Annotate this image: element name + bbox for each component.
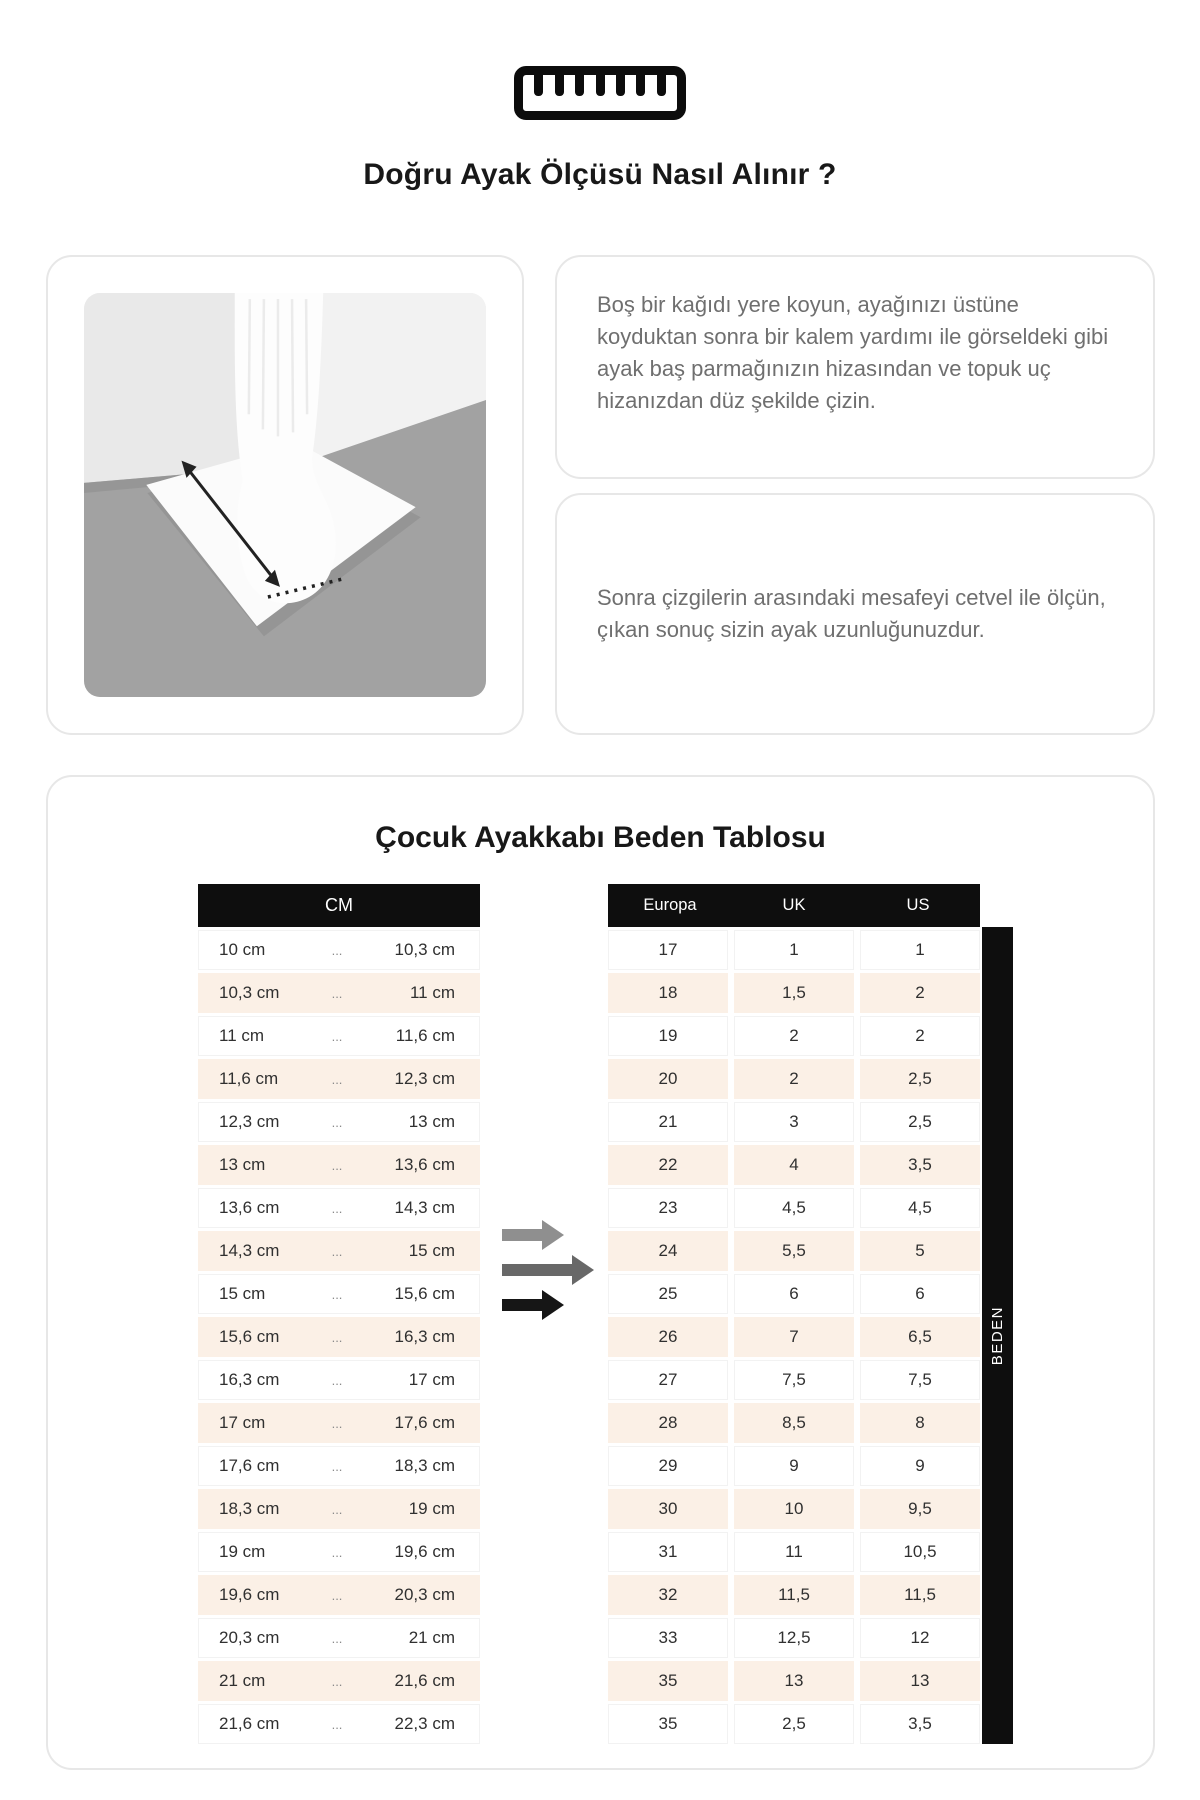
- size-table-row: [608, 1661, 980, 1701]
- cm-table-row: [198, 1231, 480, 1271]
- page-title: Doğru Ayak Ölçüsü Nasıl Alınır ?: [363, 158, 837, 191]
- size-table-row: [608, 1059, 980, 1099]
- cm-to-value: 13 cm: [408, 1112, 455, 1131]
- cm-from-value: 12,3 cm: [219, 1112, 280, 1131]
- cm-to-value: 20,3 cm: [394, 1585, 455, 1604]
- us-value: 3,5: [860, 1704, 980, 1744]
- header-europa: Europa: [643, 896, 697, 914]
- europa-value: 35: [608, 1661, 728, 1701]
- foot-measurement-illustration: [84, 293, 486, 697]
- cm-table-row: [198, 1317, 480, 1357]
- size-table-body: [608, 930, 980, 1744]
- cm-from-value: 19 cm: [219, 1542, 266, 1561]
- europa-value: 29: [608, 1446, 728, 1486]
- europa-value: 19: [608, 1016, 728, 1056]
- us-value: 9,5: [860, 1489, 980, 1529]
- europa-value: 31: [608, 1532, 728, 1572]
- cm-to-value: 16,3 cm: [394, 1327, 455, 1346]
- range-separator: ...: [331, 1200, 343, 1216]
- cm-from-value: 11 cm: [219, 1026, 265, 1045]
- cm-to-value: 10,3 cm: [394, 940, 455, 959]
- size-table-row: [608, 1317, 980, 1357]
- instruction-step1-text: Boş bir kağıdı yere koyun, ayağınızı üstüne koyduktan sonra bir kalem yardımı ile görseldeki gibi ayak baş parmağınızın hizasından ve topuk uç hizanızdan düz şekilde çizin.: [597, 292, 1109, 413]
- us-value: 7,5: [860, 1360, 980, 1400]
- uk-value: 12,5: [734, 1618, 854, 1658]
- cm-table-row: [198, 1102, 480, 1142]
- arrow-right-middle: [502, 1255, 594, 1285]
- europa-value: 33: [608, 1618, 728, 1658]
- us-value: 9: [860, 1446, 980, 1486]
- cm-from-value: 17,6 cm: [219, 1456, 280, 1475]
- size-table-row: [608, 1016, 980, 1056]
- instruction-card-1: [555, 255, 1155, 479]
- cm-to-value: 21 cm: [408, 1628, 455, 1647]
- europa-value: 28: [608, 1403, 728, 1443]
- beden-label-text: BEDEN: [989, 1305, 1006, 1366]
- cm-table-row: [198, 1489, 480, 1529]
- uk-value: 2: [734, 1059, 854, 1099]
- cm-from-value: 14,3 cm: [219, 1241, 280, 1260]
- us-value: 12: [860, 1618, 980, 1658]
- cm-from-value: 10 cm: [219, 940, 266, 959]
- size-table-row: [608, 1704, 980, 1744]
- cm-from-value: 21,6 cm: [219, 1714, 280, 1733]
- range-separator: ...: [331, 1716, 343, 1732]
- uk-value: 4: [734, 1145, 854, 1185]
- cm-from-value: 10,3 cm: [219, 983, 280, 1002]
- us-value: 6,5: [860, 1317, 980, 1357]
- cm-table-header: CM: [198, 884, 480, 927]
- europa-value: 32: [608, 1575, 728, 1615]
- us-value: 4,5: [860, 1188, 980, 1228]
- range-separator: ...: [331, 1114, 343, 1130]
- cm-to-value: 12,3 cm: [394, 1069, 455, 1088]
- uk-value: 11,5: [734, 1575, 854, 1615]
- cm-table-row: [198, 1403, 480, 1443]
- size-table-row: [608, 1532, 980, 1572]
- cm-to-value: 15,6 cm: [394, 1284, 455, 1303]
- cm-table-row: [198, 1145, 480, 1185]
- us-value: 3,5: [860, 1145, 980, 1185]
- cm-to-value: 19 cm: [408, 1499, 455, 1518]
- uk-value: 1,5: [734, 973, 854, 1013]
- range-separator: ...: [331, 1329, 343, 1345]
- cm-from-value: 16,3 cm: [219, 1370, 280, 1389]
- cm-table-row: [198, 1016, 480, 1056]
- range-separator: ...: [331, 1673, 343, 1689]
- range-separator: ...: [331, 1286, 343, 1302]
- cm-from-value: 15,6 cm: [219, 1327, 280, 1346]
- range-separator: ...: [331, 1028, 343, 1044]
- range-separator: ...: [331, 1243, 343, 1259]
- cm-from-value: 13 cm: [219, 1155, 266, 1174]
- range-separator: ...: [331, 1544, 343, 1560]
- us-value: 2,5: [860, 1059, 980, 1099]
- size-table-row: [608, 973, 980, 1013]
- uk-value: 11: [734, 1532, 854, 1572]
- cm-table-row: [198, 1532, 480, 1572]
- uk-value: 6: [734, 1274, 854, 1314]
- size-table-row: [608, 1618, 980, 1658]
- cm-from-value: 20,3 cm: [219, 1628, 280, 1647]
- europa-value: 20: [608, 1059, 728, 1099]
- size-table-row: [608, 930, 980, 970]
- size-table-title: Çocuk Ayakkabı Beden Tablosu: [375, 821, 826, 854]
- header-us: US: [906, 896, 930, 914]
- size-table-row: [608, 1575, 980, 1615]
- cm-from-value: 17 cm: [219, 1413, 266, 1432]
- cm-to-value: 17 cm: [408, 1370, 455, 1389]
- size-table-row: [608, 1274, 980, 1314]
- size-table-row: [608, 1145, 980, 1185]
- cm-table-row: [198, 1704, 480, 1744]
- size-table-row: [608, 1188, 980, 1228]
- ruler-icon: [0, 66, 1200, 120]
- range-separator: ...: [331, 1157, 343, 1173]
- europa-value: 25: [608, 1274, 728, 1314]
- cm-table-row: [198, 1360, 480, 1400]
- cm-from-value: 21 cm: [219, 1671, 266, 1690]
- us-value: 1: [860, 930, 980, 970]
- cm-table-row: [198, 1575, 480, 1615]
- cm-from-value: 18,3 cm: [219, 1499, 280, 1518]
- uk-value: 8,5: [734, 1403, 854, 1443]
- europa-value: 26: [608, 1317, 728, 1357]
- range-separator: ...: [331, 1587, 343, 1603]
- cm-to-value: 21,6 cm: [394, 1671, 455, 1690]
- beden-vertical-label: [982, 927, 1013, 1744]
- uk-value: 9: [734, 1446, 854, 1486]
- arrow-right-top: [502, 1220, 564, 1250]
- size-table-card: [46, 775, 1155, 1770]
- cm-table-row: [198, 1661, 480, 1701]
- us-value: 8: [860, 1403, 980, 1443]
- europa-value: 23: [608, 1188, 728, 1228]
- europa-value: 35: [608, 1704, 728, 1744]
- range-separator: ...: [331, 1372, 343, 1388]
- cm-table-row: [198, 1274, 480, 1314]
- cm-to-value: 11 cm: [409, 983, 455, 1002]
- cm-to-value: 19,6 cm: [394, 1542, 455, 1561]
- range-separator: ...: [331, 942, 343, 958]
- cm-table-row: [198, 930, 480, 970]
- size-table-row: [608, 1446, 980, 1486]
- ruler-icon-body: [514, 66, 686, 120]
- uk-value: 1: [734, 930, 854, 970]
- uk-value: 2: [734, 1016, 854, 1056]
- arrow-right-bottom: [502, 1290, 564, 1320]
- cm-to-value: 22,3 cm: [394, 1714, 455, 1733]
- us-value: 2: [860, 1016, 980, 1056]
- range-separator: ...: [331, 1501, 343, 1517]
- cm-range-table: [198, 884, 480, 1744]
- range-separator: ...: [331, 1071, 343, 1087]
- cm-table-row: [198, 1188, 480, 1228]
- cm-to-value: 13,6 cm: [394, 1155, 455, 1174]
- uk-value: 2,5: [734, 1704, 854, 1744]
- uk-value: 10: [734, 1489, 854, 1529]
- cm-to-value: 17,6 cm: [394, 1413, 455, 1432]
- uk-value: 3: [734, 1102, 854, 1142]
- cm-table-row: [198, 1059, 480, 1099]
- cm-table-body: [198, 930, 480, 1744]
- europa-value: 18: [608, 973, 728, 1013]
- size-table-row: [608, 1489, 980, 1529]
- us-value: 2: [860, 973, 980, 1013]
- size-table-row: [608, 1102, 980, 1142]
- header-uk: UK: [782, 896, 806, 914]
- cm-to-value: 14,3 cm: [394, 1198, 455, 1217]
- measurement-photo-card: [46, 255, 524, 735]
- range-separator: ...: [331, 1415, 343, 1431]
- cm-table-row: [198, 973, 480, 1013]
- foot-measurement-photo: [84, 293, 486, 697]
- us-value: 6: [860, 1274, 980, 1314]
- cm-from-value: 19,6 cm: [219, 1585, 280, 1604]
- size-table-header-row: [608, 884, 980, 927]
- europa-value: 24: [608, 1231, 728, 1271]
- size-table-row: [608, 1403, 980, 1443]
- instruction-card-2: [555, 493, 1155, 735]
- size-conversion-table: [608, 884, 980, 1744]
- cm-to-value: 11,6 cm: [395, 1026, 455, 1045]
- europa-value: 22: [608, 1145, 728, 1185]
- uk-value: 7: [734, 1317, 854, 1357]
- europa-value: 21: [608, 1102, 728, 1142]
- us-value: 10,5: [860, 1532, 980, 1572]
- conversion-arrows-icon: [500, 1217, 600, 1325]
- cm-from-value: 15 cm: [219, 1284, 266, 1303]
- cm-from-value: 11,6 cm: [219, 1069, 279, 1088]
- range-separator: ...: [331, 1458, 343, 1474]
- us-value: 13: [860, 1661, 980, 1701]
- us-value: 5: [860, 1231, 980, 1271]
- europa-value: 17: [608, 930, 728, 970]
- uk-value: 7,5: [734, 1360, 854, 1400]
- us-value: 11,5: [860, 1575, 980, 1615]
- cm-table-row: [198, 1446, 480, 1486]
- us-value: 2,5: [860, 1102, 980, 1142]
- cm-to-value: 18,3 cm: [394, 1456, 455, 1475]
- cm-from-value: 13,6 cm: [219, 1198, 280, 1217]
- europa-value: 27: [608, 1360, 728, 1400]
- uk-value: 13: [734, 1661, 854, 1701]
- uk-value: 5,5: [734, 1231, 854, 1271]
- cm-to-value: 15 cm: [408, 1241, 455, 1260]
- europa-value: 30: [608, 1489, 728, 1529]
- uk-value: 4,5: [734, 1188, 854, 1228]
- cm-table-row: [198, 1618, 480, 1658]
- instruction-step2-text: Sonra çizgilerin arasındaki mesafeyi cetvel ile ölçün, çıkan sonuç sizin ayak uzunluğunuzdur.: [597, 585, 1106, 642]
- size-table-row: [608, 1360, 980, 1400]
- size-table-row: [608, 1231, 980, 1271]
- range-separator: ...: [331, 985, 343, 1001]
- range-separator: ...: [331, 1630, 343, 1646]
